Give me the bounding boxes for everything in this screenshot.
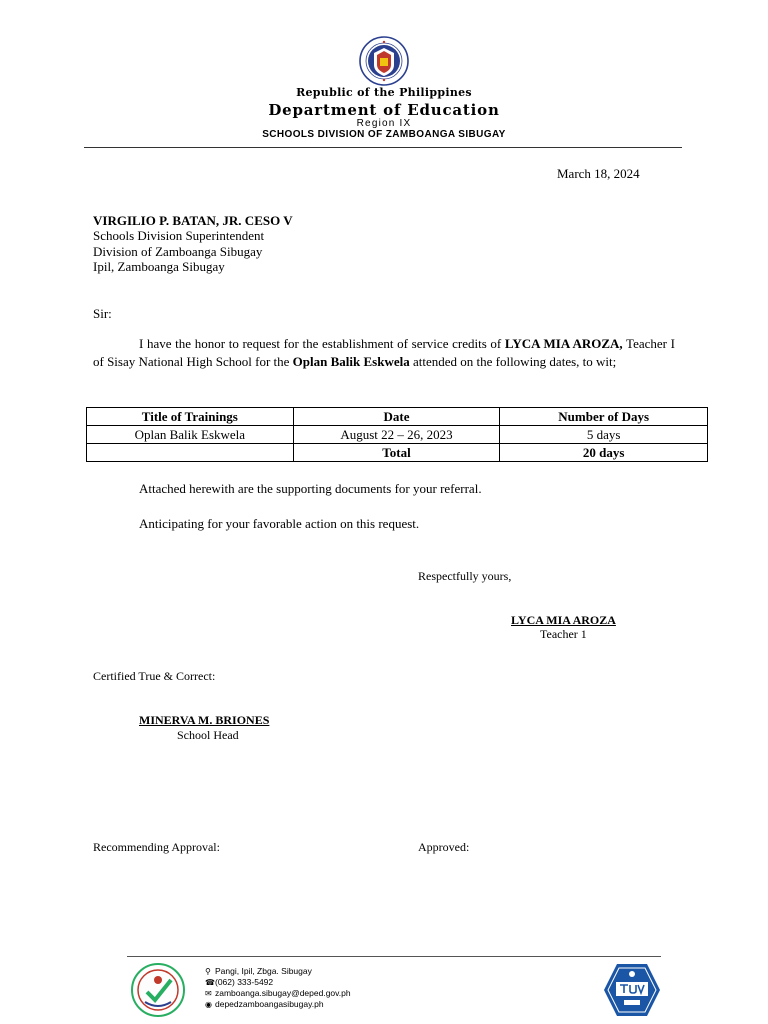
recipient-title: Schools Division Superintendent <box>93 228 265 244</box>
anticipating-line: Anticipating for your favorable action on this request. <box>139 516 420 531</box>
recommending-label: Recommending Approval: <box>93 840 220 854</box>
salutation: Sir: <box>93 306 112 321</box>
total-label: Total <box>293 444 500 462</box>
trainings-table <box>86 407 708 462</box>
deped-seal-logo <box>351 36 417 86</box>
body-paragraph <box>93 335 675 371</box>
attached-line: Attached herewith are the supporting documents for your referral. <box>139 481 482 496</box>
body-text-2: Teacher I of Sisay National High School for the <box>93 336 675 369</box>
footer-phone: (062) 333-5492 <box>215 977 274 987</box>
approved-label: Approved: <box>418 840 470 854</box>
department-heading: Department of Education <box>268 101 500 119</box>
training-name-bold: Oplan Balik Eskwela <box>292 354 410 369</box>
table-total-row <box>87 444 708 462</box>
table-header-row <box>87 408 708 426</box>
teacher-name-bold: LYCA MIA AROZA, <box>504 336 623 351</box>
recipient-office: Division of Zamboanga Sibugay <box>93 243 263 259</box>
body-text-3: attended on the following dates, to wit; <box>409 354 617 369</box>
division-heading: SCHOOLS DIVISION OF ZAMBOANGA SIBUGAY <box>262 129 506 140</box>
region-heading: Region IX <box>356 118 412 129</box>
signatory-position: Teacher 1 <box>540 627 587 641</box>
table-cell: Oplan Balik Eskwela <box>87 426 294 444</box>
recipient-name: VIRGILIO P. BATAN, JR. CESO V <box>93 213 293 228</box>
header-divider <box>84 147 682 148</box>
footer-contact <box>205 966 351 1010</box>
republic-heading: Republic of the Philippines <box>296 86 472 99</box>
web-icon: ◉ <box>205 1000 212 1009</box>
table-header-cell: Number of Days <box>500 408 708 426</box>
phone-icon: ☎ <box>205 978 215 987</box>
footer-address: Pangi, Ipil, Zbga. Sibugay <box>215 966 312 976</box>
email-icon: ✉ <box>205 989 212 998</box>
body-text-1: I have the honor to request for the establishment of service credits of <box>139 336 505 351</box>
table-cell: August 22 – 26, 2023 <box>293 426 500 444</box>
footer-divider <box>127 956 661 957</box>
table-cell-empty <box>87 444 294 462</box>
certified-label: Certified True & Correct: <box>93 669 216 683</box>
school-head-position: School Head <box>177 728 239 742</box>
footer-web: depedzamboangasibugay.ph <box>215 999 324 1009</box>
letter-date: March 18, 2024 <box>557 166 640 181</box>
signatory-name: LYCA MIA AROZA <box>511 613 616 627</box>
tuv-certification-logo <box>602 962 662 1018</box>
location-pin-icon: ⚲ <box>205 967 211 976</box>
table-cell: 5 days <box>500 426 708 444</box>
recipient-block <box>93 213 293 274</box>
school-head-name: MINERVA M. BRIONES <box>139 713 270 727</box>
table-row <box>87 426 708 444</box>
division-seal-logo <box>127 962 189 1018</box>
table-header-cell: Title of Trainings <box>87 408 294 426</box>
footer-email: zamboanga.sibugay@deped.gov.ph <box>215 988 351 998</box>
total-value: 20 days <box>500 444 708 462</box>
table-header-cell: Date <box>293 408 500 426</box>
recipient-address: Ipil, Zamboanga Sibugay <box>93 258 225 274</box>
closing-line: Respectfully yours, <box>418 569 512 583</box>
